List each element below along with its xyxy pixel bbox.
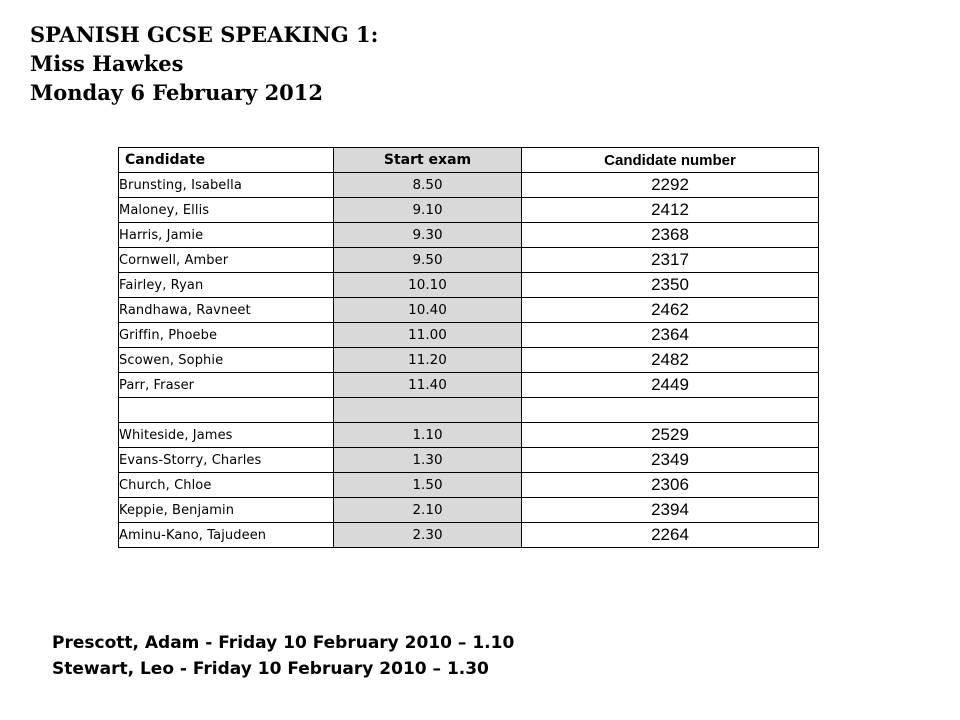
title-teacher: Miss Hawkes (30, 51, 184, 76)
column-header-candidate: Candidate (119, 148, 334, 173)
start-time: 11.00 (334, 323, 522, 348)
start-time: 1.30 (334, 448, 522, 473)
candidate-number: 2264 (522, 523, 819, 548)
candidate-name: Randhawa, Ravneet (119, 298, 334, 323)
page-title (30, 20, 378, 107)
rescheduled-notes (52, 630, 514, 682)
title-date: Monday 6 February 2012 (30, 80, 324, 105)
candidate-number: 2349 (522, 448, 819, 473)
start-time: 9.10 (334, 198, 522, 223)
table-row-spacer (119, 398, 819, 423)
candidate-number: 2364 (522, 323, 819, 348)
candidate-number: 2412 (522, 198, 819, 223)
table-row (119, 373, 819, 398)
column-header-start-exam: Start exam (334, 148, 522, 173)
table-row (119, 248, 819, 273)
candidate-number: 2462 (522, 298, 819, 323)
start-time: 11.40 (334, 373, 522, 398)
candidate-name: Maloney, Ellis (119, 198, 334, 223)
candidate-number: 2368 (522, 223, 819, 248)
start-time: 10.40 (334, 298, 522, 323)
table-row (119, 198, 819, 223)
candidate-name: Aminu-Kano, Tajudeen (119, 523, 334, 548)
candidate-name: Scowen, Sophie (119, 348, 334, 373)
table-row (119, 423, 819, 448)
candidate-name: Fairley, Ryan (119, 273, 334, 298)
candidate-name: Brunsting, Isabella (119, 173, 334, 198)
candidate-name: Harris, Jamie (119, 223, 334, 248)
candidate-number: 2482 (522, 348, 819, 373)
candidate-name: Griffin, Phoebe (119, 323, 334, 348)
candidate-name: Keppie, Benjamin (119, 498, 334, 523)
exam-schedule-table (118, 147, 819, 548)
table-row (119, 298, 819, 323)
candidate-name: Church, Chloe (119, 473, 334, 498)
start-time: 2.30 (334, 523, 522, 548)
table-row (119, 173, 819, 198)
candidate-name: Whiteside, James (119, 423, 334, 448)
candidate-number: 2292 (522, 173, 819, 198)
candidate-number: 2394 (522, 498, 819, 523)
table-row (119, 223, 819, 248)
title-subject: SPANISH GCSE SPEAKING 1: (30, 22, 379, 47)
start-time: 2.10 (334, 498, 522, 523)
candidate-number: 2529 (522, 423, 819, 448)
table-row (119, 523, 819, 548)
start-time: 11.20 (334, 348, 522, 373)
candidate-name: Cornwell, Amber (119, 248, 334, 273)
note-prescott: Prescott, Adam - Friday 10 February 2010 – 1.10 (52, 633, 515, 653)
table-row (119, 323, 819, 348)
table-row (119, 498, 819, 523)
candidate-name (119, 398, 334, 423)
candidate-number: 2317 (522, 248, 819, 273)
start-time: 8.50 (334, 173, 522, 198)
table-header-row (119, 148, 819, 173)
column-header-candidate-number: Candidate number (522, 148, 819, 173)
start-time: 1.10 (334, 423, 522, 448)
note-stewart: Stewart, Leo - Friday 10 February 2010 – 1.30 (52, 659, 489, 679)
candidate-name: Parr, Fraser (119, 373, 334, 398)
start-time: 10.10 (334, 273, 522, 298)
candidate-number: 2350 (522, 273, 819, 298)
start-time: 9.50 (334, 248, 522, 273)
table-row (119, 448, 819, 473)
candidate-number (522, 398, 819, 423)
candidate-number: 2306 (522, 473, 819, 498)
start-time: 1.50 (334, 473, 522, 498)
start-time: 9.30 (334, 223, 522, 248)
candidate-number: 2449 (522, 373, 819, 398)
start-time (334, 398, 522, 423)
table-row (119, 348, 819, 373)
candidate-name: Evans-Storry, Charles (119, 448, 334, 473)
table-row (119, 273, 819, 298)
table-row (119, 473, 819, 498)
